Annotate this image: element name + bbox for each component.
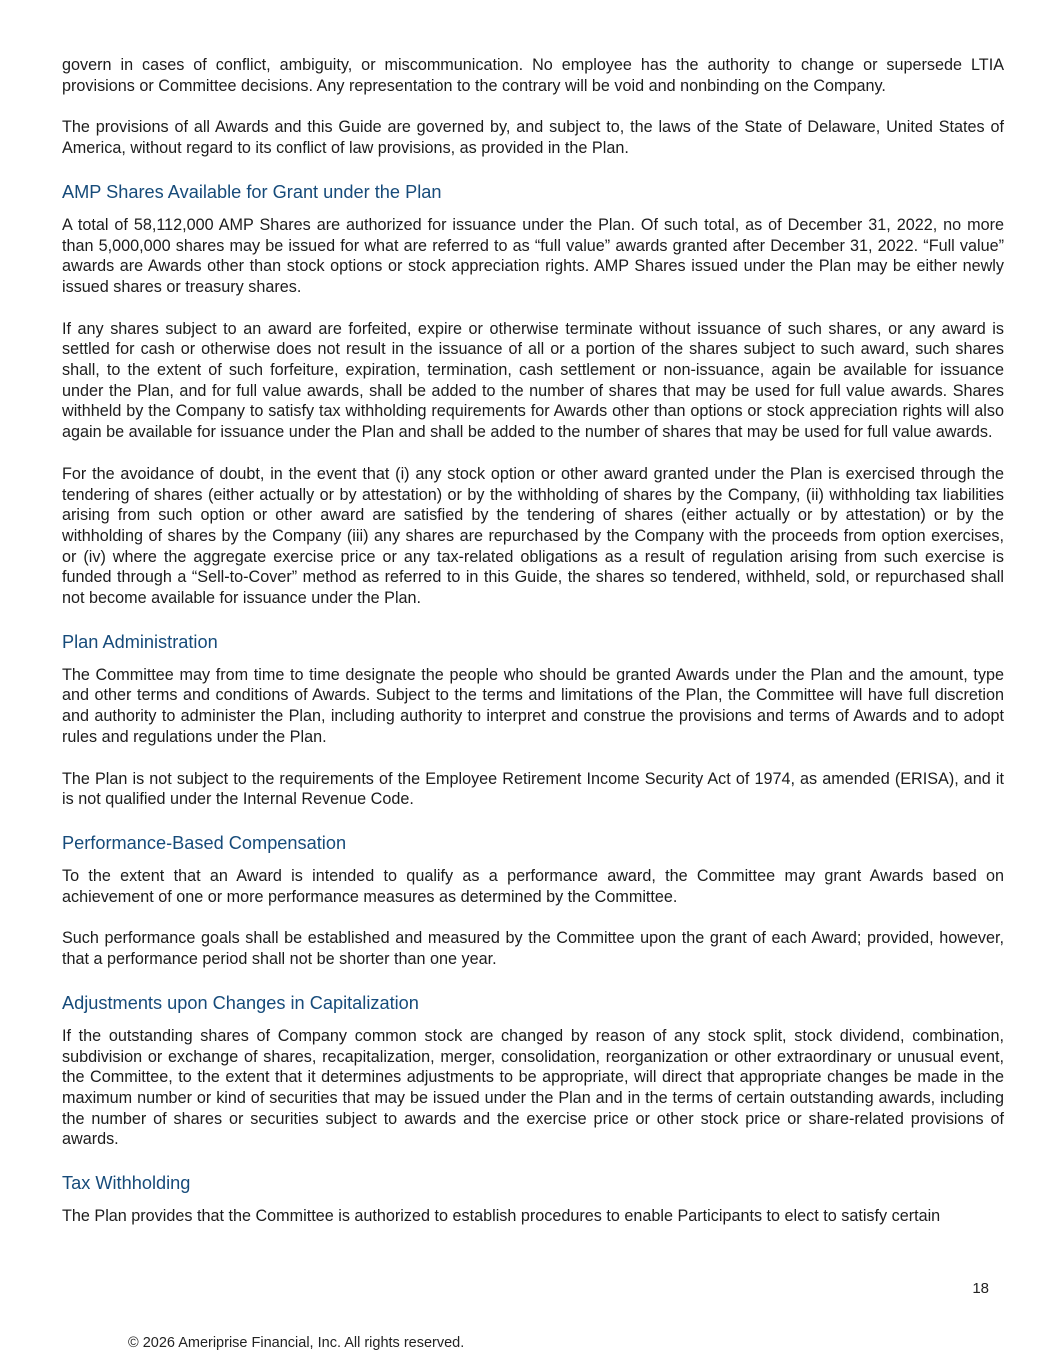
paragraph-committee-designation: The Committee may from time to time designate the people who should be granted Awards under the Plan and the amount, type and other terms and conditions of Awards. Subject to the terms and limitations of the Plan, the Committee will have full discretion and authority to administer the Plan, including authority to interpret and construe the provisions and terms of Awards and to adopt rules and regulations under the Plan. xyxy=(62,665,1004,746)
paragraph-avoidance-of-doubt: For the avoidance of doubt, in the event that (i) any stock option or other award granted under the Plan is exercised through the tendering of shares (either actually or by attestation) or by the withholding of shares by the Company, (ii) withholding tax liabilities arising from such option or other award are satisfied by the tendering of shares (either actually or by attestation) or by the withholding of shares by the Company (iii) any shares are repurchased by the Company with the proceeds from option exercises, or (iv) where the aggregate exercise price or any tax-related obligations as a result of regulation arising from such exercise is funded through a “Sell-to-Cover” method as referred to in this Guide, the shares so tendered, withheld, sold, or repurchased shall not become available for issuance under the Plan. xyxy=(62,464,1004,608)
paragraph-shares-authorized: A total of 58,112,000 AMP Shares are authorized for issuance under the Plan. Of such total, as of December 31, 2022, no more than 5,000,000 shares may be issued for what are referred to as “full value” awards granted after December 31, 2022. “Full value” awards are Awards other than stock options or stock appreciation rights. AMP Shares issued under the Plan may be either newly issued shares or treasury shares. xyxy=(62,215,1004,296)
heading-performance-based-compensation: Performance-Based Compensation xyxy=(62,832,347,853)
paragraph-forfeited-shares: If any shares subject to an award are forfeited, expire or otherwise terminate without issuance of such shares, or any award is settled for cash or otherwise does not result in the issuance of all or a portion of the shares subject to such award, such shares shall, to the extent of such forfeiture, expiration, termination, cash settlement or non-issuance, again be available for issuance under the Plan, and for full value awards, shall be added to the number of shares that may be used for full value awards. Shares withheld by the Company to satisfy tax withholding requirements for Awards other than options or stock appreciation rights will also again be available for issuance under the Plan and shall be added to the number of shares that may be used for full value awards. xyxy=(62,319,1004,442)
paragraph-performance-award: To the extent that an Award is intended to qualify as a performance award, the Committee may grant Awards based on achievement of one or more performance measures as determined by the Committee. xyxy=(62,866,1004,906)
paragraph-capitalization-changes: If the outstanding shares of Company common stock are changed by reason of any stock split, stock dividend, combination, subdivision or exchange of shares, recapitalization, merger, consolidation, reorganization or other extraordinary or unusual event, the Committee, to the extent that it determines adjustments to be appropriate, will direct that appropriate changes be made in the maximum number or kind of securities that may be issued under the Plan and in the terms of certain outstanding awards, including the number of shares or securities subject to awards and the exercise price or other stock price or share-related provisions of awards. xyxy=(62,1026,1004,1149)
paragraph-erisa: The Plan is not subject to the requirements of the Employee Retirement Income Security Act of 1974, as amended (ERISA), and it is not qualified under the Internal Revenue Code. xyxy=(62,769,1004,809)
heading-tax-withholding: Tax Withholding xyxy=(62,1173,191,1194)
copyright-notice: © 2026 Ameriprise Financial, Inc. All rights reserved. xyxy=(128,1335,465,1351)
paragraph-tax-withholding: The Plan provides that the Committee is authorized to establish procedures to enable Participants to elect to satisfy certain xyxy=(62,1207,941,1226)
paragraph-performance-goals: Such performance goals shall be established and measured by the Committee upon the grant of each Award; provided, however, that a performance period shall not be shorter than one year. xyxy=(62,929,1004,969)
heading-amp-shares-available: AMP Shares Available for Grant under the Plan xyxy=(62,181,442,202)
paragraph-governing-law: The provisions of all Awards and this Guide are governed by, and subject to, the laws of the State of Delaware, United States of America, without regard to its conflict of law provisions, as provided in the Plan. xyxy=(62,118,1004,158)
heading-adjustments-capitalization: Adjustments upon Changes in Capitalization xyxy=(62,992,419,1013)
paragraph-governing-conflict: govern in cases of conflict, ambiguity, or miscommunication. No employee has the authority to change or supersede LTIA provisions or Committee decisions. Any representation to the contrary will be void and nonbinding on the Company. xyxy=(62,56,1004,95)
page-number: 18 xyxy=(972,1280,989,1297)
heading-plan-administration: Plan Administration xyxy=(62,631,218,652)
document-body xyxy=(62,55,1004,1248)
